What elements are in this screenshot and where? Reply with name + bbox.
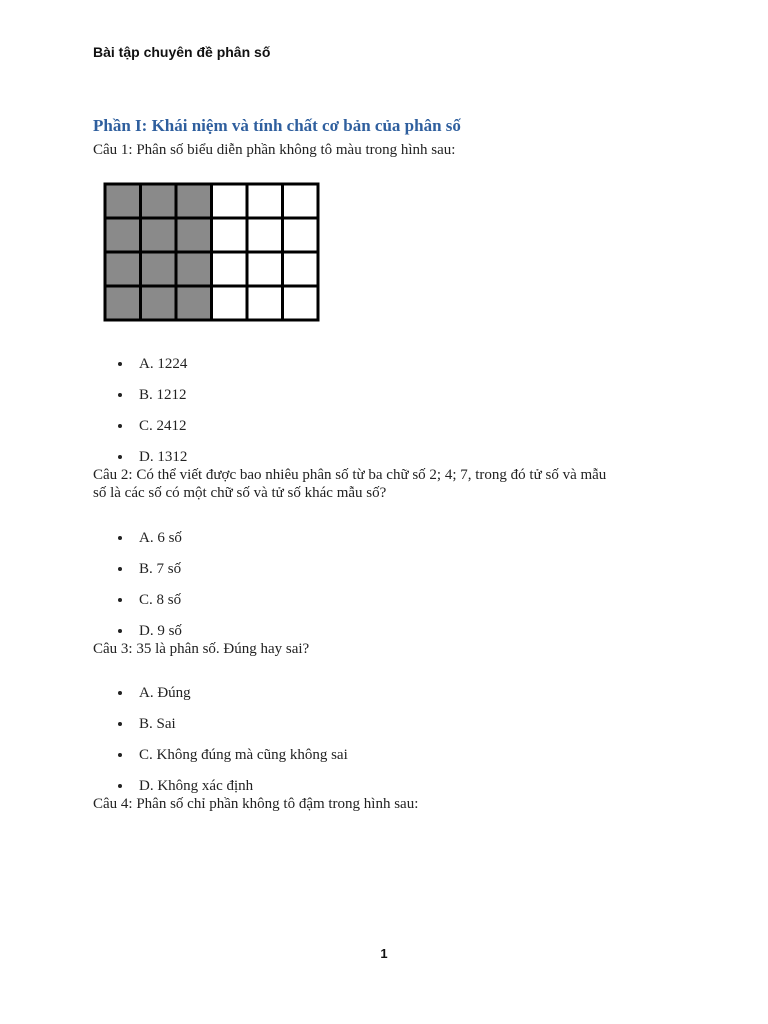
fraction-grid-figure: [97, 174, 325, 326]
question-3-option-c[interactable]: C. Không đúng mà cũng không sai: [118, 746, 348, 777]
question-2-option-b[interactable]: B. 7 số: [118, 560, 182, 591]
question-2-line-1: Câu 2: Có thể viết được bao nhiêu phân số từ ba chữ số 2; 4; 7, trong đó tử số và mẫu: [93, 467, 607, 483]
grid-cell: [176, 252, 212, 286]
question-3-text: Câu 3: 35 là phân số. Đúng hay sai?: [93, 641, 310, 657]
grid-cell: [105, 252, 141, 286]
question-1-option-a[interactable]: A. 1224: [118, 355, 187, 386]
grid-cell: [212, 218, 248, 252]
question-3-options: [118, 684, 348, 808]
question-2-option-a[interactable]: A. 6 số: [118, 529, 182, 560]
section-title: Phần I: Khái niệm và tính chất cơ bản của phân số: [93, 116, 461, 135]
question-4-text: Câu 4: Phân số chỉ phần không tô đậm trong hình sau:: [93, 796, 419, 812]
question-3-option-d[interactable]: D. Không xác định: [118, 777, 348, 808]
grid-cell: [141, 286, 177, 320]
grid-cell: [105, 218, 141, 252]
grid-cell: [141, 218, 177, 252]
grid-cell: [283, 218, 319, 252]
question-1-option-d[interactable]: D. 1312: [118, 448, 187, 479]
question-2-option-d[interactable]: D. 9 số: [118, 622, 182, 653]
grid-cell: [141, 184, 177, 218]
grid-cell: [212, 286, 248, 320]
grid-cell: [212, 252, 248, 286]
grid-cell: [105, 184, 141, 218]
grid-cell: [247, 252, 283, 286]
question-1-option-c[interactable]: C. 2412: [118, 417, 187, 448]
question-2-text: [93, 466, 683, 502]
grid-cell: [105, 286, 141, 320]
grid-cell: [247, 218, 283, 252]
question-3-option-b[interactable]: B. Sai: [118, 715, 348, 746]
grid-cell: [176, 286, 212, 320]
grid-cell: [176, 184, 212, 218]
question-3-option-a[interactable]: A. Đúng: [118, 684, 348, 715]
question-2-option-c[interactable]: C. 8 số: [118, 591, 182, 622]
page-number: 1: [380, 946, 388, 961]
grid-cell: [247, 286, 283, 320]
grid-cell: [247, 184, 283, 218]
question-2-line-2: số là các số có một chữ số và tử số khác mẫu số?: [93, 485, 387, 501]
question-1-text: Câu 1: Phân số biểu diễn phần không tô màu trong hình sau:: [93, 142, 456, 158]
grid-cell: [212, 184, 248, 218]
question-2-options: [118, 529, 182, 653]
grid-cell: [176, 218, 212, 252]
grid-cell: [141, 252, 177, 286]
grid-cell: [283, 252, 319, 286]
page-header: Bài tập chuyên đề phân số: [93, 44, 271, 60]
question-1-options: [118, 355, 187, 479]
question-1-option-b[interactable]: B. 1212: [118, 386, 187, 417]
grid-cell: [283, 286, 319, 320]
grid-cell: [283, 184, 319, 218]
